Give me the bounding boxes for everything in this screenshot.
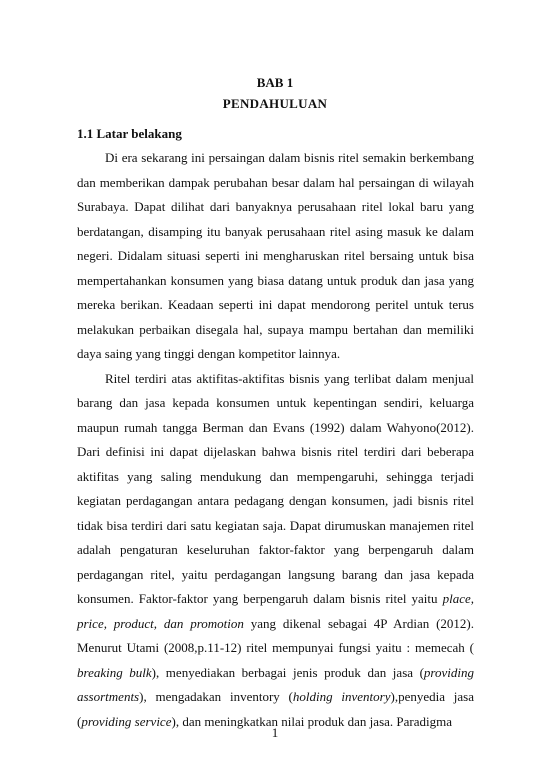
paragraph-2-italic-3: providing assortments (77, 664, 474, 704)
paragraph-2-text-3: ), menyediakan berbagai jenis produk dan jasa ( (151, 664, 424, 680)
section-heading: 1.1 Latar belakang (77, 126, 182, 141)
chapter-label: BAB 1 (256, 75, 294, 90)
chapter-title: PENDAHULUAN (222, 96, 328, 111)
paragraph-2 (77, 367, 474, 735)
body-text (77, 146, 474, 734)
paragraph-2-italic-5: providing service (81, 713, 172, 729)
paragraph-1: Di era sekarang ini persaingan dalam bisnis ritel semakin berkembang dan memberikan dampak perubahan besar dalam hal persaingan di wilayah Surabaya. Dapat dilihat dari banyaknya perusahaan ritel lokal baru yang berdatangan, disamping itu banyak perusahaan ritel asing masuk ke dalam negeri. Didalam situasi seperti ini mengharuskan ritel bersaing untuk bisa mempertahankan konsumen yang biasa datang untuk produk dan jasa yang mereka berikan. Keadaan seperti ini dapat mendorong peritel untuk terus melakukan perbaikan disegala hal, supaya mampu bertahan dan memiliki daya saing yang tinggi dengan kompetitor lainnya. (77, 150, 474, 361)
paragraph-2-text-5: ),penyedia jasa ( (77, 689, 474, 729)
paragraph-2-text-6: ), dan meningkatkan nilai produk dan jasa. Paradigma (171, 713, 452, 729)
page-number: 1 (271, 725, 279, 740)
paragraph-2-italic-4: holding inventory (292, 689, 391, 704)
paragraph-2-text-1: Ritel terdiri atas aktifitas-aktifitas bisnis yang terlibat dalam menjual barang dan jasa kepada konsumen untuk kepentingan sendiri, keluarga maupun rumah tangga Berman dan Evans (1992) dalam Wahyono(2012). Dari definisi ini dapat dijelaskan bahwa bisnis ritel terdiri dari beberapa aktifitas yang saling mendukung dan mempengaruhi, sehingga terjadi kegiatan perdagangan antara pedagang dengan konsumen, jadi bisnis ritel tidak bisa terdiri dari satu kegiatan saja. Dapat dirumuskan manajemen ritel adalah pengaturan keseluruhan faktor-faktor yang berpengaruh dalam perdagangan ritel, yaitu perdagangan langsung barang dan jasa kepada konsumen. Faktor-faktor yang berpengaruh dalam bisnis ritel yaitu (77, 370, 474, 606)
paragraph-2-italic-2: breaking bulk (77, 664, 152, 680)
paragraph-2-text-4: ), mengadakan inventory ( (139, 689, 293, 704)
paragraph-2-text-2: yang dikenal sebagai 4P Ardian (2012). Menurut Utami (2008,p.11-12) ritel mempunyai fungsi yaitu : memecah ( (77, 615, 474, 655)
paragraph-2-italic-1: place, price, product, dan promotion (77, 591, 474, 631)
